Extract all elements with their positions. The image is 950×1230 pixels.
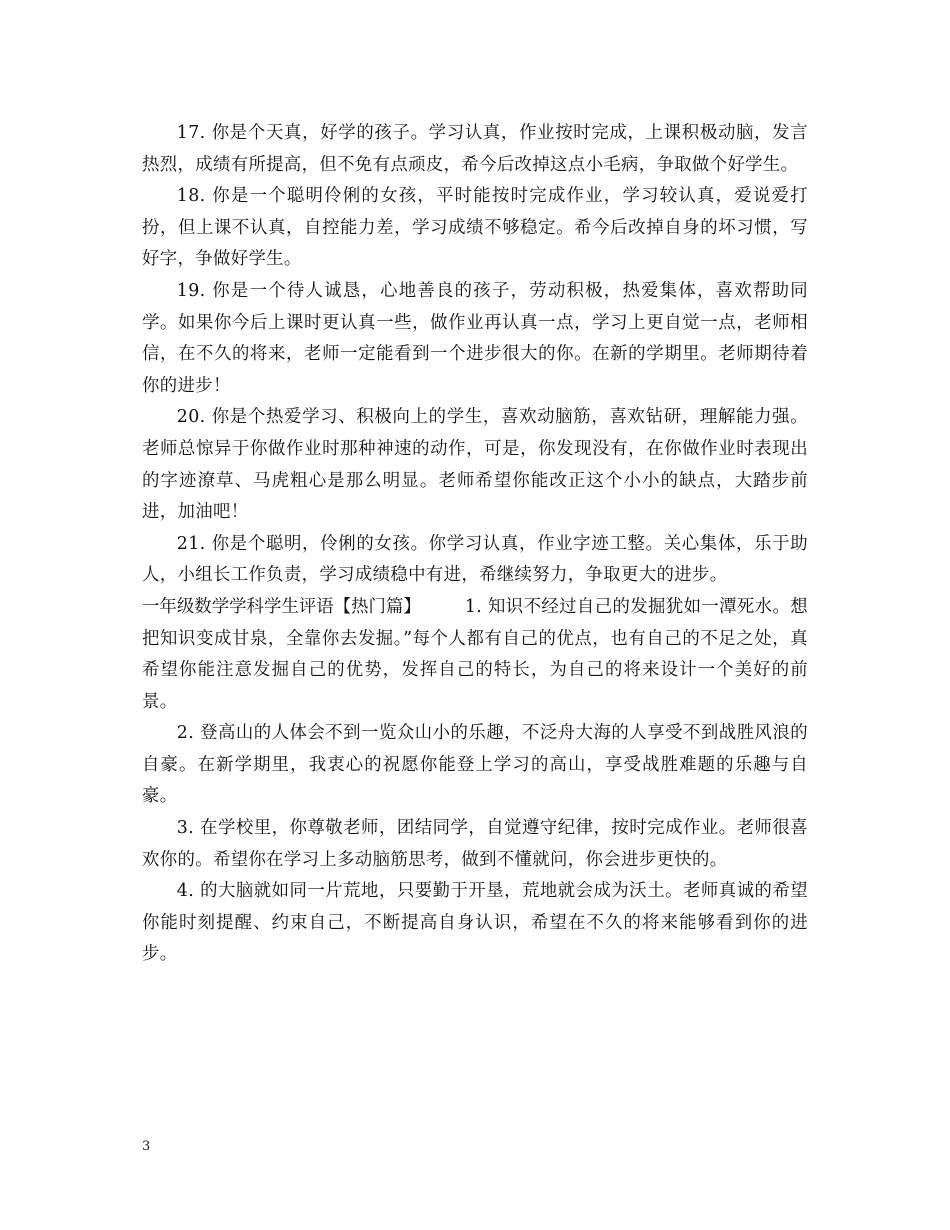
- comment-paragraph-17: 17. 你是个天真，好学的孩子。学习认真，作业按时完成，上课积极动脑，发言热烈，成绩有所提高，但不免有点顽皮，希今后改掉这点小毛病，争取做个好学生。: [142, 123, 808, 175]
- section-heading: 一年级数学学科学生评语【热门篇】: [142, 596, 421, 617]
- comment-paragraph-20: 20. 你是个热爱学习、积极向上的学生，喜欢动脑筋，喜欢钻研，理解能力强。老师总惊异于你做作业时那种神速的动作，可是，你发现没有，在你做作业时表现出的字迹潦草、马虎粗心是那么明显。老师希望你能改正这个小小的缺点，大踏步前进，加油吧！: [142, 407, 808, 523]
- comment-paragraph-19: 19. 你是一个待人诚恳，心地善良的孩子，劳动积极，热爱集体，喜欢帮助同学。如果你今后上课时更认真一些，做作业再认真一点，学习上更自觉一点，老师相信，在不久的将来，老师一定能看到一个进步很大的你。在新的学期里。老师期待着你的进步！: [142, 280, 808, 396]
- section-comment-1: 1. 知识不经过自己的发掘犹如一潭死水。想把知识变成甘泉，全靠你去发掘。”每个人都有自己的优点，也有自己的不足之处，真希望你能注意发掘自己的优势，发挥自己的特长，为自己的将来设计一个美好的前景。: [142, 596, 808, 712]
- section-comment-3: 3. 在学校里，你尊敬老师，团结同学，自觉遵守纪律，按时完成作业。老师很喜欢你的。希望你在学习上多动脑筋思考，做到不懂就问，你会进步更快的。: [142, 818, 808, 870]
- section-paragraph: [142, 592, 808, 718]
- document-body: [142, 118, 808, 971]
- section-comment-2: 2. 登高山的人体会不到一览众山小的乐趣，不泛舟大海的人享受不到战胜风浪的自豪。在新学期里，我衷心的祝愿你能登上学习的高山，享受战胜难题的乐趣与自豪。: [142, 723, 808, 807]
- comment-paragraph-21: 21. 你是个聪明，伶俐的女孩。你学习认真，作业字迹工整。关心集体，乐于助人，小组长工作负责，学习成绩稳中有进，希继续努力，争取更大的进步。: [142, 533, 808, 586]
- page-number: 3: [142, 1139, 151, 1154]
- section-comment-4: 4. 的大脑就如同一片荒地，只要勤于开垦，荒地就会成为沃土。老师真诚的希望你能时刻提醒、约束自己，不断提高自身认识，希望在不久的将来能够看到你的进步。: [142, 881, 808, 965]
- comment-paragraph-18: 18. 你是一个聪明伶俐的女孩，平时能按时完成作业，学习较认真，爱说爱打扮，但上课不认真，自控能力差，学习成绩不够稳定。希今后改掉自身的坏习惯，写好字，争做好学生。: [142, 186, 808, 270]
